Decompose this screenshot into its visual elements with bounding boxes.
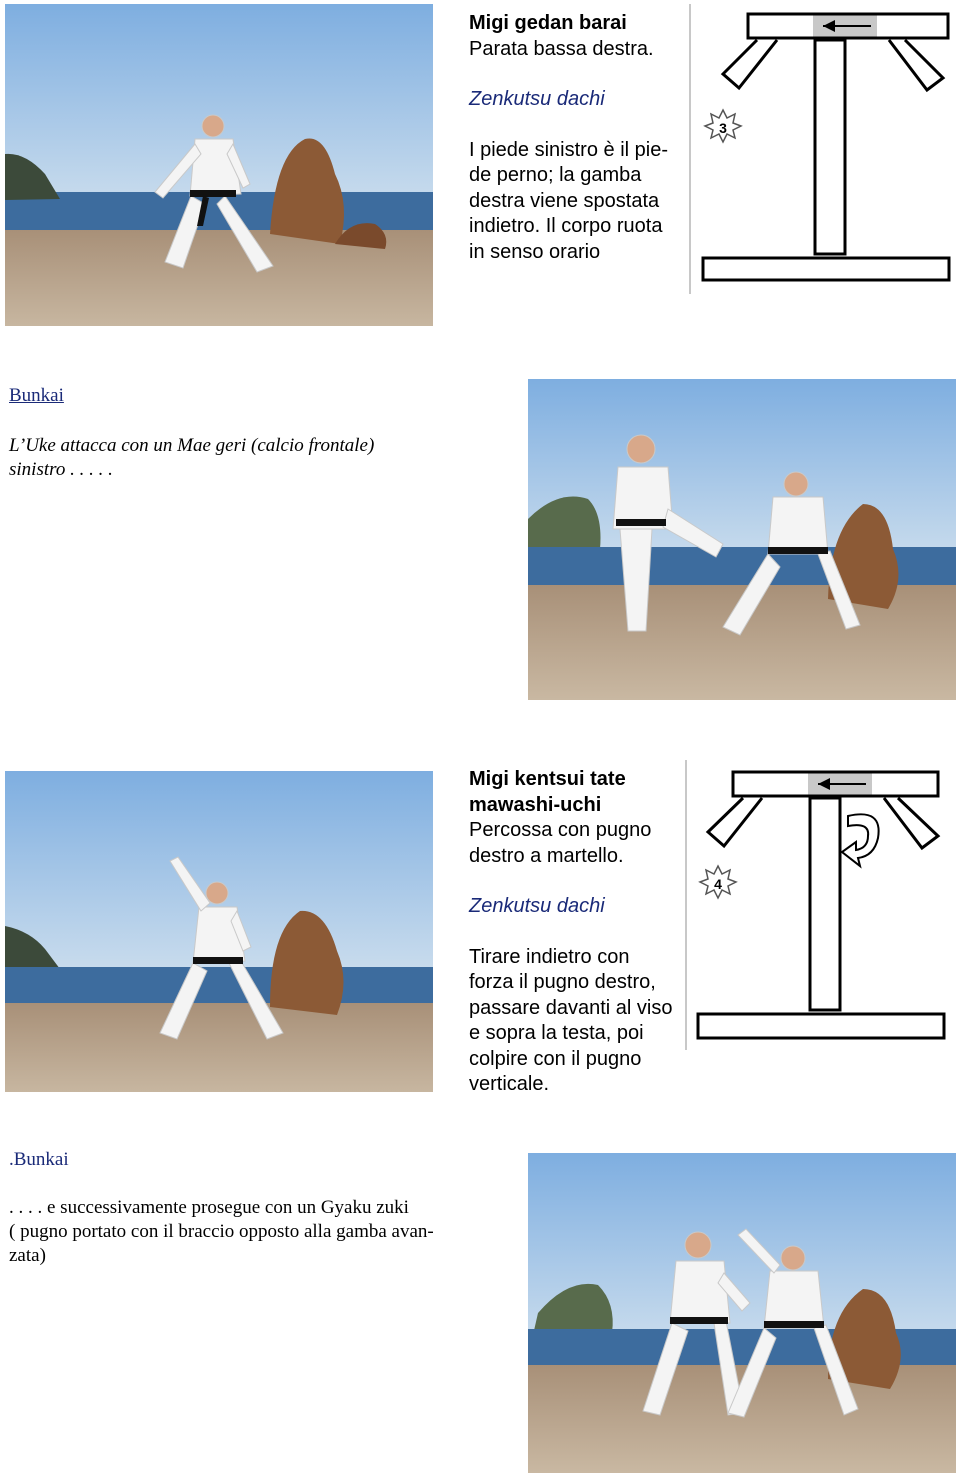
bunkai-line: ( pugno portato con il braccio opposto alla gamba avan- [9, 1221, 434, 1242]
stance-name: Zenkutsu dachi [469, 895, 605, 917]
desc-line: e sopra la testa, poi [469, 1022, 644, 1044]
step-number: 3 [719, 120, 727, 136]
bunkai-line: sinistro . . . . . [9, 459, 113, 480]
desc-line: indietro. Il corpo ruota [469, 215, 663, 237]
desc-line: destra viene spostata [469, 189, 660, 212]
desc-line: colpire con il pugno [469, 1047, 642, 1070]
section1-text [469, 11, 684, 265]
bunkai-line: zata) [9, 1245, 46, 1266]
desc-line: forza il pugno destro, [469, 971, 656, 993]
photo-gedan-barai [5, 4, 433, 326]
photo-bunkai-gyaku-zuki [528, 1153, 956, 1473]
technique-subtitle-line: Percossa con pugno [469, 819, 652, 841]
bunkai-label: Bunkai [9, 385, 64, 406]
embusen-diagram-4 [688, 760, 958, 1052]
technique-subtitle-line: destro a martello. [469, 844, 624, 867]
rotation-arrow-icon [842, 814, 879, 866]
divider [689, 4, 691, 294]
desc-line: verticale. [469, 1073, 550, 1095]
bunkai-line: L’Uke attacca con un Mae geri (calcio frontale) [9, 435, 375, 456]
bunkai-line: . . . . e successivamente prosegue con un Gyaku zuki [9, 1197, 409, 1218]
bunkai1 [9, 384, 519, 482]
desc-line: I piede sinistro è il pie- [469, 138, 668, 161]
desc-line: passare davanti al viso [469, 996, 673, 1019]
photo-bunkai-mae-geri [528, 379, 956, 700]
stance-name: Zenkutsu dachi [469, 88, 605, 110]
technique-title-line: Migi kentsui tate [469, 768, 626, 790]
desc-line: de perno; la gamba [469, 164, 642, 186]
technique-subtitle: Parata bassa destra. [469, 37, 654, 60]
technique-title: Migi gedan barai [469, 12, 627, 34]
section2-text [469, 767, 694, 1098]
desc-line: in senso orario [469, 240, 601, 263]
bunkai2 [9, 1148, 489, 1268]
technique-title-line: mawashi-uchi [469, 793, 602, 816]
embusen-diagram-3 [693, 4, 958, 296]
bunkai-label: .Bunkai [9, 1149, 69, 1170]
photo-kentsui-uchi [5, 771, 433, 1092]
divider [685, 760, 687, 1050]
desc-line: Tirare indietro con [469, 945, 630, 968]
step-number: 4 [714, 876, 722, 892]
